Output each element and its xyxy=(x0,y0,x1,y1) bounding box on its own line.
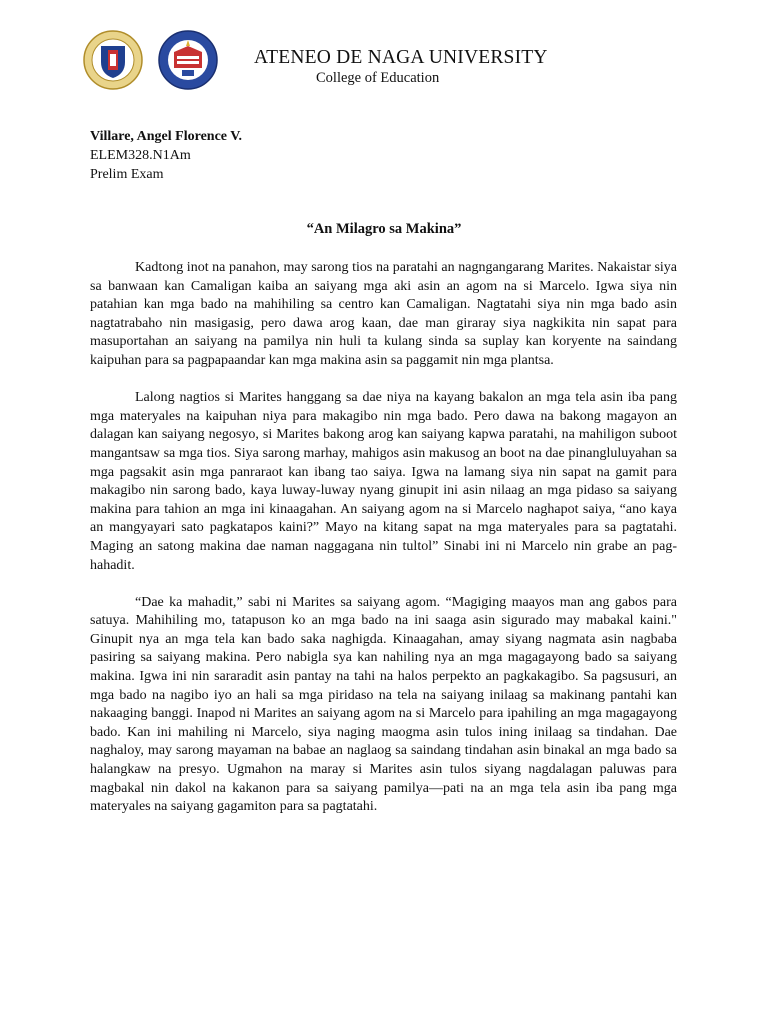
course-code: ELEM328.N1Am xyxy=(90,148,191,163)
paragraph: Lalong nagtios si Marites hanggang sa dae niya na kayang bakalon an mga tela asin iba pang mga materyales na kaipuhan niya para makagibo nin mga bado. Pero dawa na bakong magayon an dalagan kan saiyang negosyo, si Marites bakong arog kan saiyang kapwa paratahi, na mahiligon suboot mangantsaw sa mga tios. Siya sarong marhay, mahigos asin makusog an boot na dae pinangluluyahan sa mga pagsakit asin mga panraraot kan ibang tao saiya. Igwa na lamang siya nin sapat na gamit para makagibo nin sarong bado, kaya luway-luway nyang ginupit ini asin nilaag an mga pidaso sa saiyang makina para tahion an mga ini kinaagahan. An saiyang agom na si Marcelo naghapot saiya, “ano kaya an mangyayari sato pagkatapos kaini?” Mayo na kitang sapat na mga materyales para sa pagtatahi. Maging an satong makina dae naman naggagana nin tultol” Sinabi ini ni Marcelo nin grabe an pag-hahadit. xyxy=(90,390,677,573)
story-title: “An Milagro sa Makina” xyxy=(306,221,462,237)
story-body xyxy=(90,259,677,835)
college-name: College of Education xyxy=(316,70,440,86)
university-name: ATENEO DE NAGA UNIVERSITY xyxy=(254,47,548,68)
university-seal-logo xyxy=(83,30,143,90)
exam-label: Prelim Exam xyxy=(90,167,164,182)
college-of-education-seal-logo xyxy=(158,30,218,90)
paragraph: “Dae ka mahadit,” sabi ni Marites sa saiyang agom. “Magiging maayos man ang gabos para satuya. Mahihiling mo, tatapuson ko an mga bado na ini saaga asin sigurado may mabakal kaini." Ginupit nya an mga tela kan bado saka naghigda. Kinaagahan, amay siyang nagmata asin nagbaba pasiring sa saiyang makina. Pero nabigla sya kan nahiling nya an mga magagayong bado sa saiyang makina. Igwa ini nin sararadit asin pantay na tahi na halos perpekto an pagkakagibo. Sa pagsusuri, an mga bado na nagibo iyo an hali sa mga piridaso na tela na saiyang inilaag sa makinang pantahi kan nakaaging banggi. Inapod ni Marites an saiyang agom na si Marcelo para ipahiling an mga magagayong bado. Kan ini mahiling ni Marcelo, siya naging maogma asin tulos ining inilaag sa tindahan. Dae naghaloy, may sarong mayaman na babae an naglaog sa saindang tindahan asin binakal an mga bado sa halangkaw na presyo. Ugmahon na maray si Marites asin tulos siyang nagdalagan paluwas para magbakal nin dakol na kakanon para sa saiyang pamilya—pati na an mga tela asin iba pang mga materyales na saiyang gagamiton para sa pagtatahi. xyxy=(90,594,677,815)
paragraph: Kadtong inot na panahon, may sarong tios na paratahi an nagngangarang Marites. Nakaistar siya sa banwaan kan Camaligan kaiba an saiyang mga aki asin an agom na si Marcelo. Igwa siya nin patahian kan mga bado na mahihiling sa centro kan Camaligan. Nagtatahi siya nin mga bado asin nagtatrabaho nin masigasig, pero dawa arog kaan, dae man giraray siya nagkikita nin sapat para masuportahan an saiyang na pamilya nin huli ta kulang sinda sa suplay kan koryente na saindang kaipuhan para sa pagpapaandar kan mga makina asin sa paggamit nin mga plantsa. xyxy=(90,260,677,368)
student-info xyxy=(90,127,242,184)
student-name: Villare, Angel Florence V. xyxy=(90,129,243,144)
